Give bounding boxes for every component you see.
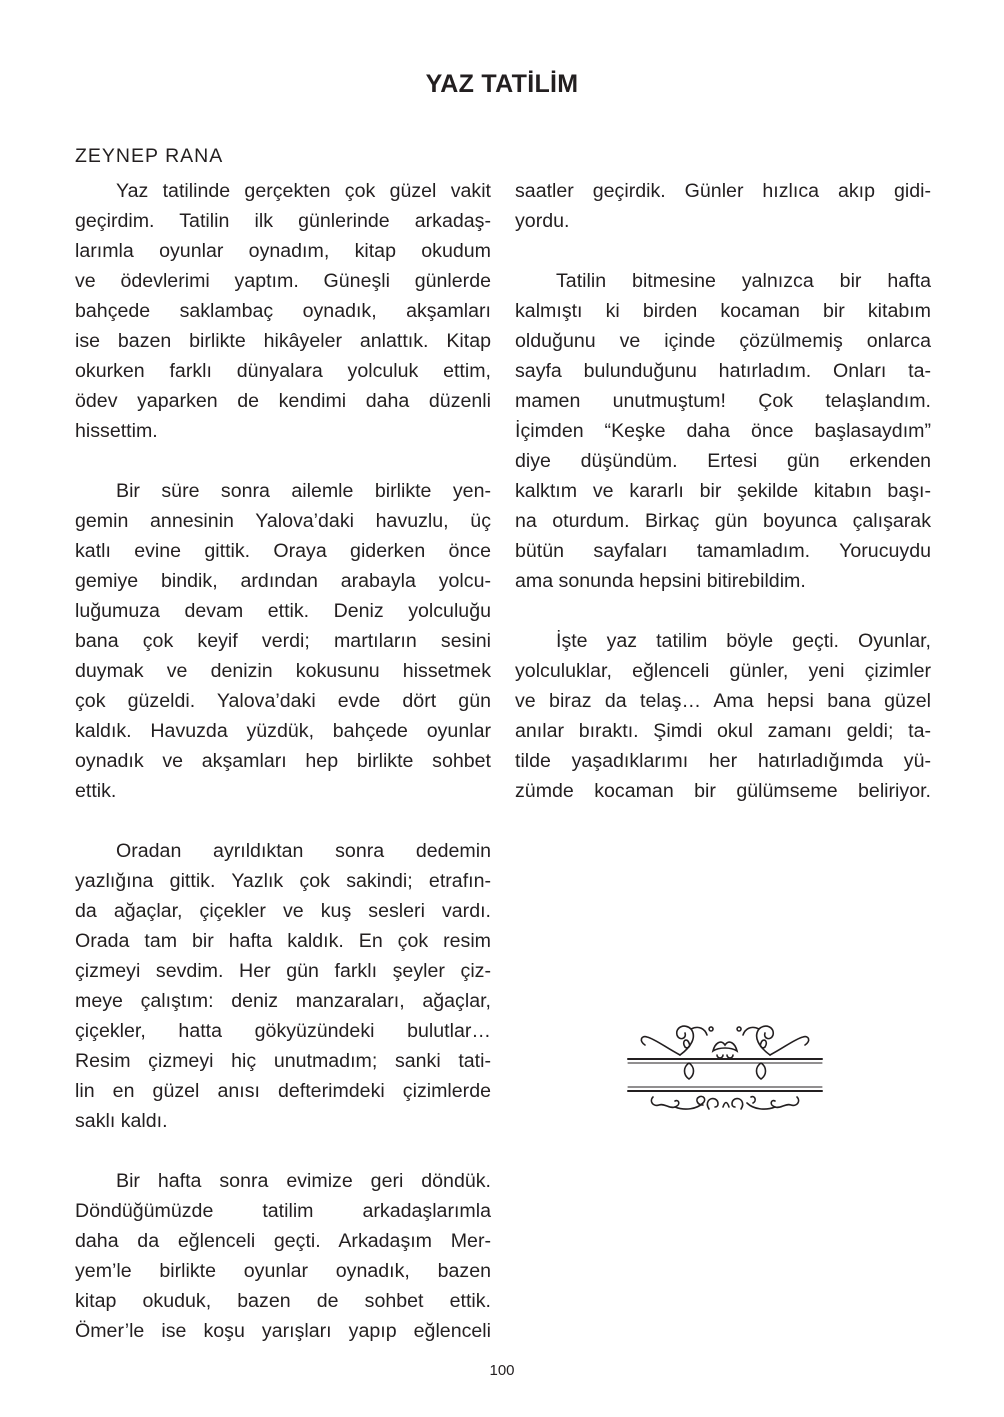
text-line: gemiye bindik, ardından arabayla yolcu-	[75, 570, 491, 592]
text-line: bütün sayfaları tamamladım. Yorucuydu	[515, 540, 931, 562]
text-line: Tatilin bitmesine yalnızca bir hafta	[556, 270, 931, 292]
text-line: okurken farklı dünyalara yolculuk ettim,	[75, 360, 491, 382]
text-line: meye çalıştım: deniz manzaraları, ağaçlar,	[75, 990, 491, 1012]
text-line: lin en güzel anısı defterimdeki çizimlerde	[75, 1080, 491, 1102]
paragraph	[75, 476, 491, 806]
left-column	[75, 176, 491, 1376]
text-line: ödev yaparken de kendimi daha düzenli	[75, 390, 491, 412]
text-line: çok güzeldi. Yalova’daki evde dört gün	[75, 690, 491, 712]
author-name: ZEYNEP RANA	[75, 145, 224, 167]
text-line: Ömer’le ise koşu yarışları yapıp eğlenceli	[75, 1320, 491, 1342]
text-line: geçirdim. Tatilin ilk günlerinde arkadaş-	[75, 210, 491, 232]
text-line: bana çok keyif verdi; martıların sesini	[75, 630, 491, 652]
text-line: çizmeyi sevdim. Her gün farklı şeyler çiz-	[75, 960, 491, 982]
text-line: İşte yaz tatilim böyle geçti. Oyunlar,	[556, 630, 931, 652]
text-line: Bir hafta sonra evimize geri döndük.	[116, 1170, 491, 1192]
paragraph	[515, 266, 931, 596]
paragraph	[75, 1166, 491, 1346]
text-line: kitap okuduk, bazen de sohbet ettik.	[75, 1290, 491, 1312]
paragraph	[75, 176, 491, 446]
text-line: ama sonunda hepsini bitirebildim.	[515, 570, 806, 592]
paragraph	[75, 836, 491, 1136]
text-line: anılar bıraktı. Şimdi okul zamanı geldi; ta-	[515, 720, 931, 742]
text-line: luğumuza devam ettik. Deniz yolculuğu	[75, 600, 491, 622]
text-line: sayfa bulunduğunu hatırladım. Onları ta-	[515, 360, 931, 382]
text-line: hissettim.	[75, 420, 158, 442]
text-line: kalktım ve kararlı bir şekilde kitabın başı-	[515, 480, 931, 502]
decorative-flourish-icon	[625, 1017, 825, 1117]
page-number: 100	[489, 1362, 515, 1379]
text-line: kaldık. Havuzda yüzdük, bahçede oyunlar	[75, 720, 491, 742]
text-line: oynadık ve akşamları hep birlikte sohbet	[75, 750, 491, 772]
text-line: ettik.	[75, 780, 117, 802]
text-line: yazlığına gittik. Yazlık çok sakindi; etrafın-	[75, 870, 491, 892]
paragraph	[515, 176, 931, 236]
text-line: saklı kaldı.	[75, 1110, 168, 1132]
text-line: yordu.	[515, 210, 570, 232]
text-line: mamen unutmuştum! Çok telaşlandım.	[515, 390, 931, 412]
text-line: yolculuklar, eğlenceli günler, yeni çizimler	[515, 660, 931, 682]
text-line: na oturdum. Birkaç gün boyunca çalışarak	[515, 510, 931, 532]
text-line: ve ödevlerimi yaptım. Güneşli günlerde	[75, 270, 491, 292]
text-line: larımla oyunlar oynadım, kitap okudum	[75, 240, 491, 262]
text-line: saatler geçirdik. Günler hızlıca akıp gidi-	[515, 180, 931, 202]
text-line: Orada tam bir hafta kaldık. En çok resim	[75, 930, 491, 952]
text-line: İçimden “Keşke daha önce başlasaydım”	[515, 420, 931, 442]
text-line: bahçede saklambaç oynadık, akşamları	[75, 300, 491, 322]
text-line: Resim çizmeyi hiç unutmadım; sanki tati-	[75, 1050, 491, 1072]
text-line: ve biraz da telaş… Ama hepsi bana güzel	[515, 690, 931, 712]
page-title: YAZ TATİLİM	[425, 70, 579, 98]
text-line: yem’le birlikte oyunlar oynadık, bazen	[75, 1260, 491, 1282]
text-line: diye düşündüm. Ertesi gün erkenden	[515, 450, 931, 472]
text-line: Bir süre sonra ailemle birlikte yen-	[116, 480, 491, 502]
text-line: Oradan ayrıldıktan sonra dedemin	[116, 840, 491, 862]
text-line: ise bazen birlikte hikâyeler anlattık. Kitap	[75, 330, 491, 352]
text-line: gemin annesinin Yalova’daki havuzlu, üç	[75, 510, 491, 532]
paragraph	[515, 626, 931, 806]
text-line: da ağaçlar, çiçekler ve kuş sesleri vardı.	[75, 900, 491, 922]
text-line: katlı evine gittik. Oraya giderken önce	[75, 540, 491, 562]
text-line: kalmıştı ki birden kocaman bir kitabım	[515, 300, 931, 322]
text-line: tilde yaşadıklarımı her hatırladığımda yü-	[515, 750, 931, 772]
text-line: çiçekler, hatta gökyüzündeki bulutlar…	[75, 1020, 491, 1042]
text-line: duymak ve denizin kokusunu hissetmek	[75, 660, 491, 682]
text-line: zümde kocaman bir gülümseme beliriyor.	[515, 780, 931, 802]
text-line: olduğunu ve içinde çözülmemiş onlarca	[515, 330, 931, 352]
right-column	[515, 176, 931, 836]
text-line: Döndüğümüzde tatilim arkadaşlarımla	[75, 1200, 491, 1222]
text-line: daha da eğlenceli geçti. Arkadaşım Mer-	[75, 1230, 491, 1252]
text-line: Yaz tatilinde gerçekten çok güzel vakit	[116, 180, 491, 202]
